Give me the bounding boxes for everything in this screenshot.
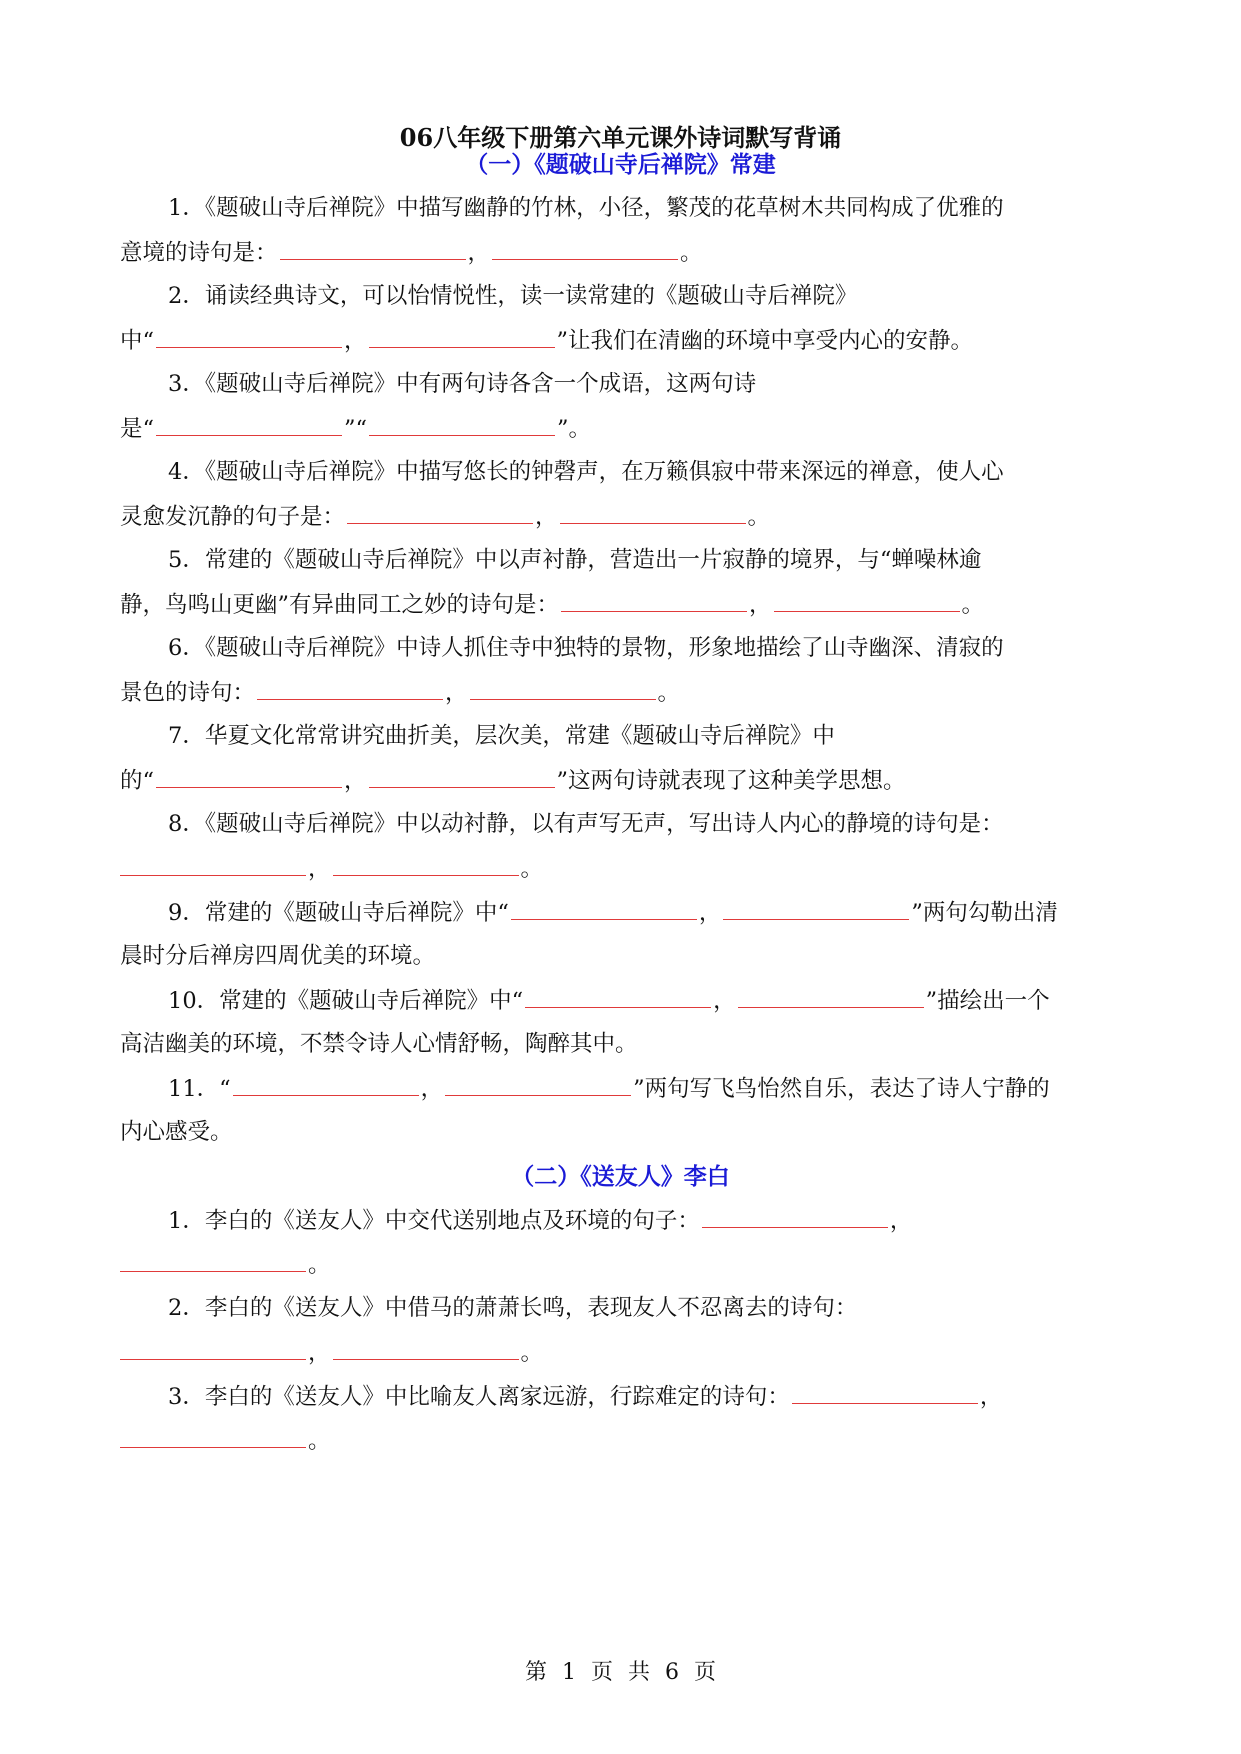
answer-blank[interactable] [792,1381,978,1404]
punctuation: ， [979,1384,1003,1410]
punctuation: ， [889,1208,913,1234]
answer-blank[interactable] [492,237,678,260]
question-text: 9．常建的《题破山寺后禅院》中“ [168,900,509,926]
question-text: 3．李白的《送友人》中比喻友人离家远游，行踪难定的诗句： [168,1384,790,1410]
question-line [168,1381,1130,1412]
answer-blank[interactable] [120,1337,306,1360]
question-text: 1．李白的《送友人》中交代送别地点及环境的句子： [168,1208,700,1234]
question-text: ”两句勾勒出清 [911,900,1058,926]
question-text: 11．“ [168,1076,231,1102]
punctuation: 。 [680,240,703,266]
answer-blank[interactable] [738,985,924,1008]
question-text: 高洁幽美的环境，不禁令诗人心情舒畅，陶醉其中。 [120,1031,638,1057]
answer-blank[interactable] [257,677,443,700]
question-line [120,1249,1130,1280]
answer-blank[interactable] [347,501,533,524]
question-text: 2．诵读经典诗文，可以怡情悦性，读一读常建的《题破山寺后禅院》 [168,283,858,309]
question-text: 意境的诗句是： [120,240,278,266]
punctuation: ， [308,856,331,882]
question-text: 7．华夏文化常常讲究曲折美，层次美，常建《题破山寺后禅院》中 [168,723,835,749]
question-text: 是“ [120,416,155,442]
punctuation: ， [445,680,468,706]
question-line [120,1425,1130,1456]
question-line [120,765,1130,796]
answer-blank[interactable] [511,897,697,920]
answer-blank[interactable] [120,1249,306,1272]
punctuation: ， [344,328,367,354]
punctuation: ”。 [557,416,592,442]
answer-blank[interactable] [774,589,960,612]
question-text: 8．《题破山寺后禅院》中以动衬静，以有声写无声，写出诗人内心的静境的诗句是： [168,811,1004,837]
question-text: 景色的诗句： [120,680,256,706]
question-line [120,853,1130,884]
answer-blank[interactable] [560,501,746,524]
question-line [168,1073,1130,1104]
question-text: 晨时分后禅房四周优美的环境。 [120,943,436,969]
punctuation: ”“ [344,416,368,442]
question-line [120,237,1130,268]
question-text: ”描绘出一个 [925,988,1050,1014]
answer-blank[interactable] [445,1073,631,1096]
punctuation: ， [467,240,491,266]
answer-blank[interactable] [233,1073,419,1096]
answer-blank[interactable] [723,897,909,920]
question-line [168,1205,1130,1236]
answer-blank[interactable] [120,1425,306,1448]
question-text: ”这两句诗就表现了这种美学思想。 [556,768,906,794]
punctuation: ， [535,504,558,530]
answer-blank[interactable] [525,985,711,1008]
answer-blank[interactable] [369,765,555,788]
question-text: 5．常建的《题破山寺后禅院》中以声衬静，营造出一片寂静的境界，与“蝉噪林逾 [168,547,982,573]
question-line [168,985,1130,1016]
punctuation: 。 [747,504,771,530]
punctuation: 。 [961,592,985,618]
question-line [168,897,1130,928]
question-text: 内心感受。 [120,1119,233,1145]
section-heading-1: （一）《题破山寺后禅院》常建 [465,151,776,178]
question-text: 10．常建的《题破山寺后禅院》中“ [168,988,524,1014]
answer-blank[interactable] [470,677,656,700]
punctuation: 。 [520,1340,544,1366]
answer-blank[interactable] [280,237,466,260]
answer-blank[interactable] [333,1337,519,1360]
section-heading-2: （二）《送友人》李白 [511,1163,730,1190]
answer-blank[interactable] [702,1205,888,1228]
punctuation: ， [344,768,367,794]
question-line [120,325,1130,356]
question-text: 静，鸟鸣山更幽”有异曲同工之妙的诗句是： [120,592,560,618]
answer-blank[interactable] [369,325,555,348]
question-text: 灵愈发沉静的句子是： [120,504,346,530]
question-line [120,1337,1130,1368]
answer-blank[interactable] [333,853,519,876]
question-text: ”两句写飞鸟怡然自乐，表达了诗人宁静的 [633,1076,1050,1102]
question-text: 3．《题破山寺后禅院》中有两句诗各含一个成语，这两句诗 [168,371,757,397]
question-line [120,589,1130,620]
answer-blank[interactable] [156,325,342,348]
question-line [120,501,1130,532]
punctuation: 。 [308,1252,331,1278]
answer-blank[interactable] [561,589,747,612]
question-line [120,413,1130,444]
page-title: 06八年级下册第六单元课外诗词默写背诵 [399,123,842,152]
question-text: 4．《题破山寺后禅院》中描写悠长的钟磬声，在万籁俱寂中带来深远的禅意，使人心 [168,459,1004,485]
punctuation: ， [713,988,736,1014]
punctuation: ， [308,1340,331,1366]
punctuation: 。 [520,856,544,882]
punctuation: 。 [308,1428,331,1454]
question-text: ”让我们在清幽的环境中享受内心的安静。 [556,328,974,354]
answer-blank[interactable] [156,765,342,788]
answer-blank[interactable] [156,413,342,436]
answer-blank[interactable] [369,413,555,436]
question-text: 的“ [120,768,155,794]
page-number-footer: 第 1 页 共 6 页 [525,1660,716,1685]
punctuation: 。 [657,680,681,706]
question-text: 6．《题破山寺后禅院》中诗人抓住寺中独特的景物，形象地描绘了山寺幽深、清寂的 [168,635,1004,661]
question-text: 1．《题破山寺后禅院》中描写幽静的竹林，小径，繁茂的花草树木共同构成了优雅的 [168,195,1004,221]
punctuation: ， [698,900,722,926]
question-line [120,677,1130,708]
punctuation: ， [420,1076,444,1102]
question-text: 中“ [120,328,155,354]
question-text: 2．李白的《送友人》中借马的萧萧长鸣，表现友人不忍离去的诗句： [168,1295,858,1321]
answer-blank[interactable] [120,853,306,876]
punctuation: ， [749,592,772,618]
